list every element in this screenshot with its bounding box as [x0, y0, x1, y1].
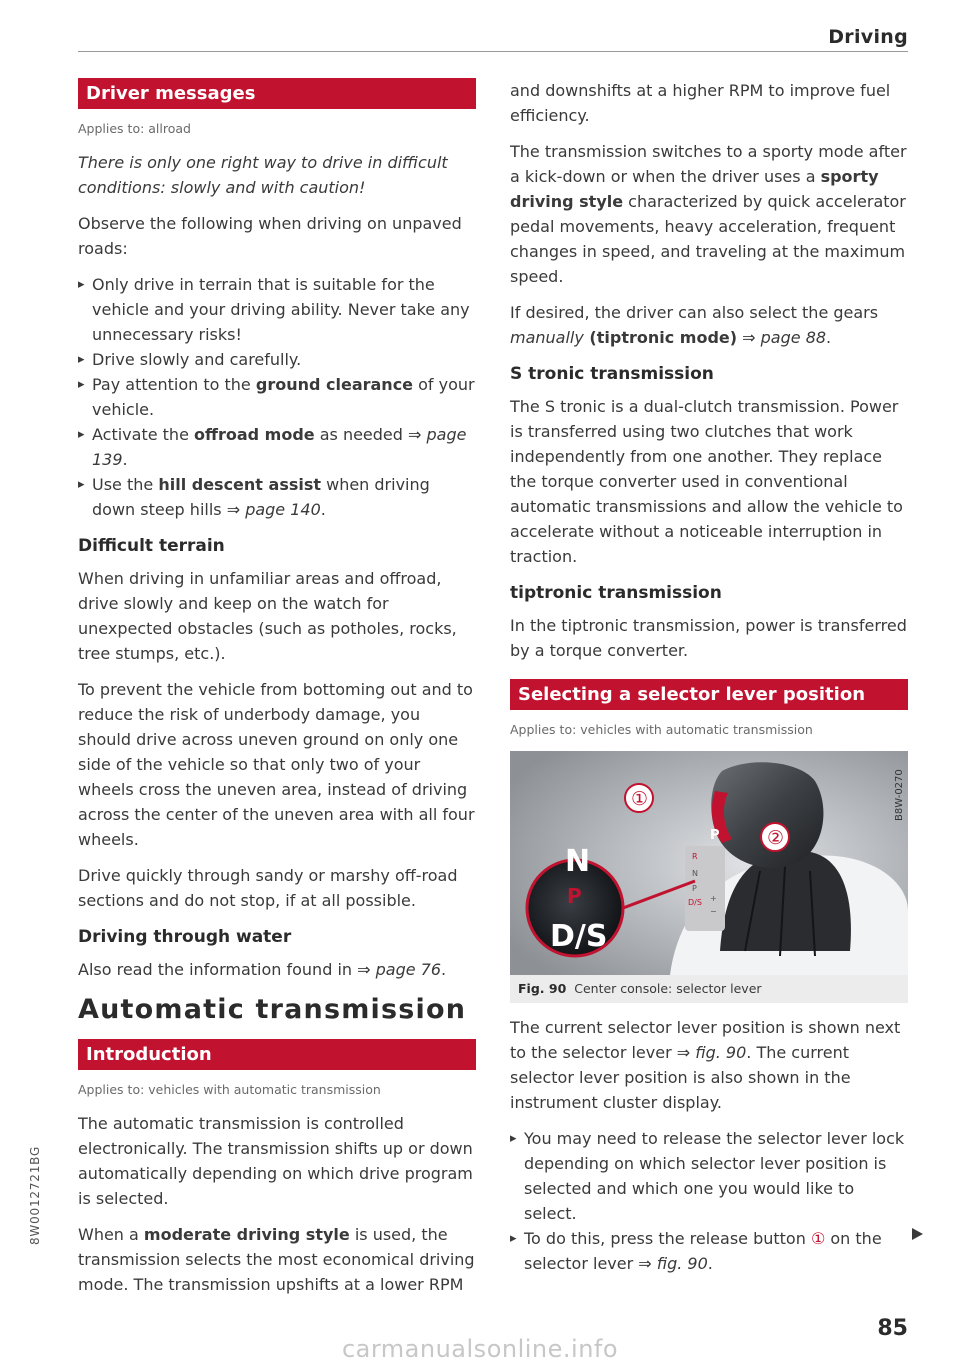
zoom-p-label: P — [567, 884, 582, 908]
gate-plus: + — [710, 894, 717, 903]
paragraph: When driving in unfamiliar areas and offroad, drive slowly and keep on the watch for unexpected obstacles (such as potholes, rocks, tree stumps, etc.). — [78, 569, 457, 663]
paragraph: To prevent the vehicle from bottoming out and to reduce the risk of underbody damage, you should drive across uneven ground on only one side of the vehicle so that only two of your wheels cross the uneven area, instead of driving across the center of the uneven area with all four wheels. — [78, 680, 475, 849]
section-bar-selector: Selecting a selector lever position — [510, 679, 908, 710]
zoom-n-label: N — [565, 844, 591, 879]
paragraph: Drive quickly through sandy or marshy off-road sections and do not stop, if at all possible. — [78, 866, 458, 910]
paragraph: If desired, the driver can also select the gears manually (tiptronic mode) ⇒ page 88. — [510, 303, 879, 347]
paragraph: The transmission switches to a sporty mode after a kick-down or when the driver uses a sporty driving style characterized by quick accelerator pedal movements, heavy acceleration, frequent changes in speed, and traveling at the maximum speed. — [510, 142, 907, 286]
continue-arrow-icon — [912, 1228, 923, 1240]
gate-ds: D/S — [688, 898, 702, 907]
page-reference-link[interactable]: page 139 — [92, 425, 467, 469]
paragraph: The automatic transmission is controlled electronically. The transmission shifts up or down automatically depending on which drive program is selected. — [78, 1114, 473, 1208]
paragraph: When a moderate driving style is used, the transmission selects the most economical driving mode. The transmission upshifts at a lower RPM — [78, 1225, 475, 1294]
paragraph: The S tronic is a dual-clutch transmission. Power is transferred using two clutches that work independently from one another. They replace the torque converter used in conventional automatic transmissions and allow the vehicle to accelerate without a noticeable interruption in traction. — [510, 397, 903, 566]
italic-note: There is only one right way to drive in difficult conditions: slowly and with caution! — [78, 153, 448, 197]
gate-r: R — [692, 852, 698, 861]
gate-n: N — [692, 869, 698, 878]
paragraph: Also read the information found in ⇒ page 76. — [78, 960, 447, 979]
callout-1-label: ① — [631, 788, 649, 810]
gate-minus: − — [710, 907, 717, 916]
right-column — [510, 78, 908, 1287]
list-item: ▸ Pay attention to the ground clearance of your vehicle. — [78, 372, 476, 422]
document-code: 8W0012721BG — [28, 1145, 42, 1245]
figure-reference-link[interactable]: fig. 90 — [656, 1254, 708, 1273]
figure-reference-link[interactable]: fig. 90 — [695, 1043, 747, 1062]
header-rule — [78, 51, 908, 52]
list-item: ▸ Activate the offroad mode as needed ⇒ page 139. — [78, 422, 476, 472]
figure-selector-lever — [510, 751, 908, 975]
section-bar-driver-messages: Driver messages — [78, 78, 476, 109]
callout-reference: ① — [810, 1229, 826, 1248]
section-title: Driving — [828, 26, 908, 48]
watermark: carmanualsonline.info — [341, 1335, 619, 1363]
paragraph: The current selector lever position is shown next to the selector lever ⇒ fig. 90. The current selector lever position is also shown in the instrument cluster display. — [510, 1018, 901, 1112]
bullet-list — [78, 272, 476, 522]
selector-lever-illustration — [510, 751, 908, 975]
list-item: ▸ Use the hill descent assist when driving down steep hills ⇒ page 140. — [78, 472, 476, 522]
list-item: ▸ Drive slowly and carefully. — [78, 347, 476, 372]
lever-p-label: P — [710, 828, 720, 843]
page-reference-link[interactable]: page 88 — [760, 328, 827, 347]
applies-to: Applies to: vehicles with automatic transmission — [78, 1082, 381, 1097]
paragraph: In the tiptronic transmission, power is transferred by a torque converter. — [510, 616, 907, 660]
heading-driving-through-water: Driving through water — [78, 927, 292, 947]
page-reference-link[interactable]: page 140 — [245, 500, 321, 519]
gate-panel — [685, 846, 725, 931]
figure-code: B8W-0270 — [894, 769, 905, 821]
callout-2-label: ② — [767, 827, 785, 849]
figure-caption: Fig. 90 Center console: selector lever — [510, 975, 908, 1003]
zoom-ds-label: D/S — [550, 919, 608, 954]
list-item: ▸ You may need to release the selector lever lock depending on which selector lever position is selected and which one you would like to select. — [510, 1126, 908, 1226]
heading-s-tronic: S tronic transmission — [510, 364, 714, 384]
chapter-heading: Automatic transmission — [78, 994, 467, 1025]
applies-to: Applies to: vehicles with automatic transmission — [510, 722, 813, 737]
paragraph: Observe the following when driving on unpaved roads: — [78, 214, 462, 258]
section-bar-introduction: Introduction — [78, 1039, 476, 1070]
heading-difficult-terrain: Difficult terrain — [78, 536, 225, 556]
left-column — [78, 78, 476, 1308]
gate-p: P — [692, 884, 697, 893]
page-reference-link[interactable]: page 76 — [375, 960, 442, 979]
heading-tiptronic: tiptronic transmission — [510, 583, 722, 603]
applies-to: Applies to: allroad — [78, 121, 191, 136]
list-item: ▸ To do this, press the release button ① on the selector lever ⇒ fig. 90. — [510, 1226, 908, 1276]
bullet-list — [510, 1126, 908, 1276]
paragraph: and downshifts at a higher RPM to improve fuel efficiency. — [510, 81, 891, 125]
list-item: ▸ Only drive in terrain that is suitable for the vehicle and your driving ability. Never take any unnecessary risks! — [78, 272, 476, 347]
page-number: 85 — [877, 1316, 908, 1341]
